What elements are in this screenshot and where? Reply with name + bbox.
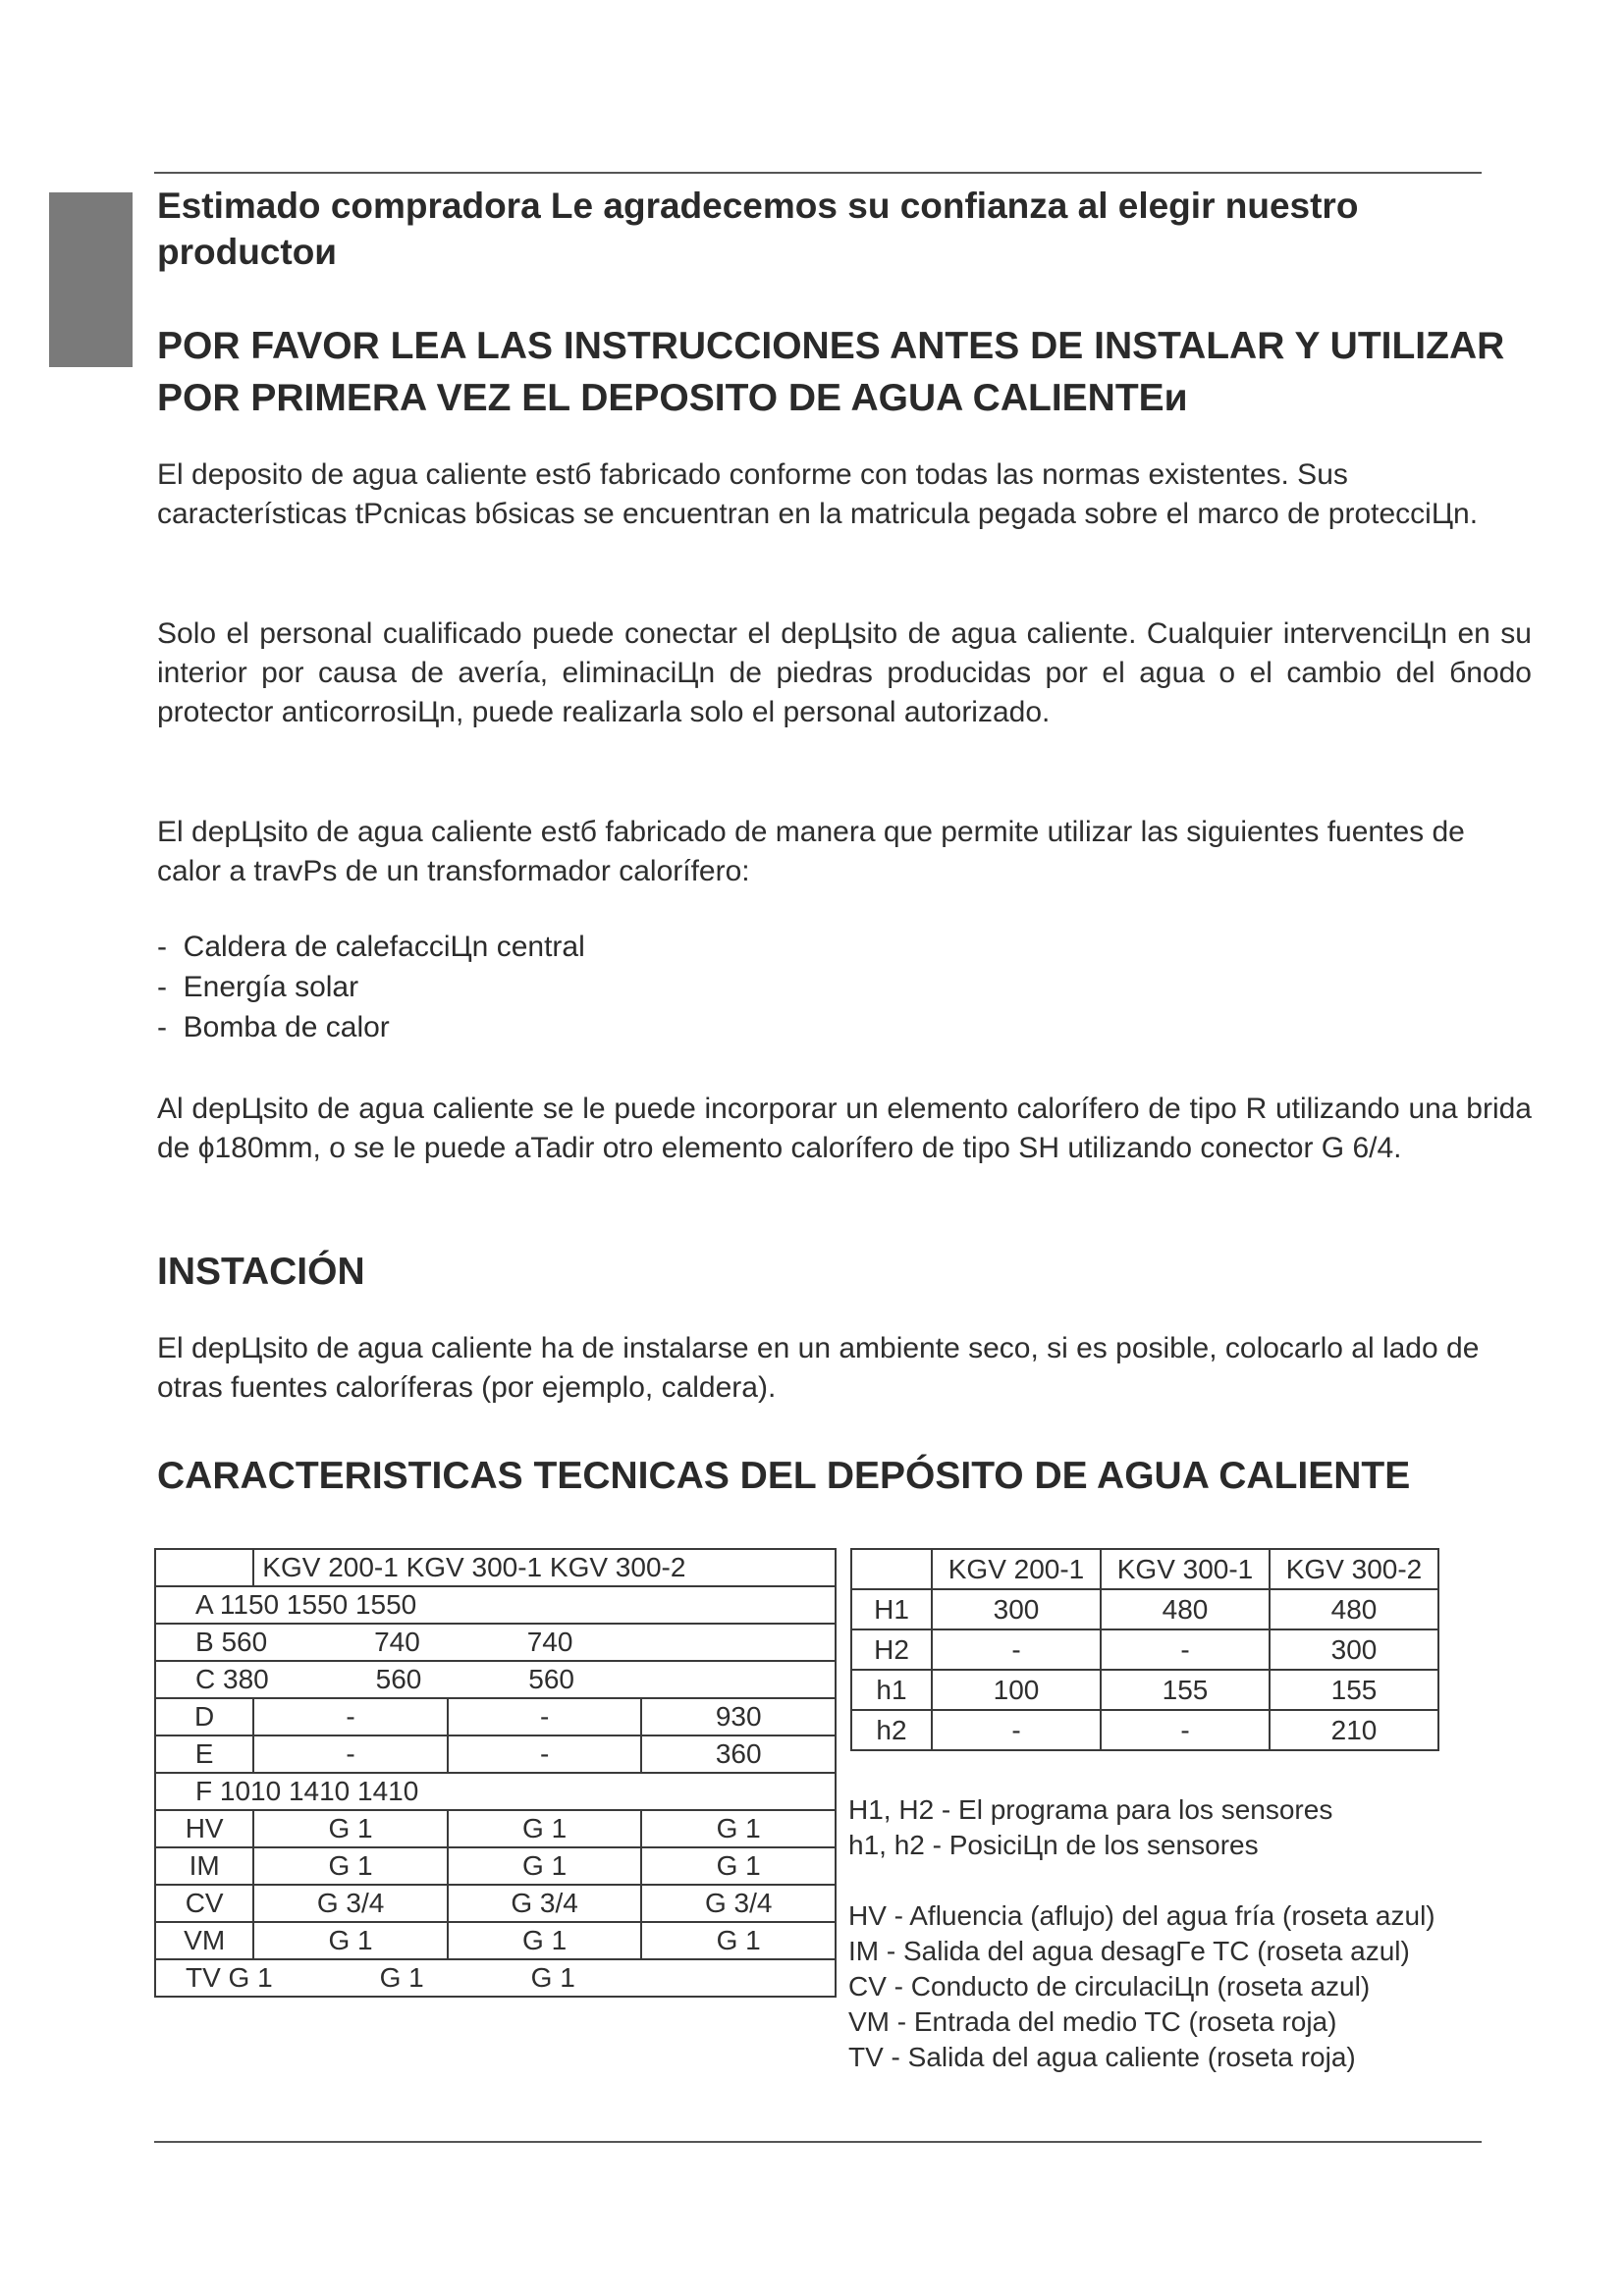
table-cell: A 1150 1550 1550 — [155, 1586, 836, 1624]
table-cell: h1 — [851, 1670, 932, 1710]
table-cell: - — [1101, 1710, 1270, 1750]
legend-item: HV - Afluencia (aflujo) del agua fría (roseta azul) — [848, 1900, 1435, 1931]
table-cell: G 1 — [253, 1922, 448, 1959]
table-cell: G 1 — [641, 1810, 836, 1847]
table-cell: B 560 740 740 — [155, 1624, 836, 1661]
table-cell: G 1 — [641, 1847, 836, 1885]
table-row — [155, 1847, 836, 1885]
warning-heading: POR FAVOR LEA LAS INSTRUCCIONES ANTES DE INSTALAR Y UTILIZAR POR PRIMERA VEZ EL DEPOSITO DE AGUA CALIENTEи — [157, 325, 1505, 419]
paragraph-personal: Solo el personal cualificado puede conectar el depЦsito de agua caliente. Cualquier intervenciЦn en su interior por causa de avería, eliminaciЦn de piedras producidas por el agua o el cambio del бnodo protector anticorrosiЦn, puede realizarla solo el personal autorizado. — [157, 617, 1532, 728]
table-row — [851, 1710, 1438, 1750]
table-cell: CV — [155, 1885, 253, 1922]
table-cell: - — [932, 1629, 1101, 1670]
table-cell: IM — [155, 1847, 253, 1885]
table-cell: 155 — [1101, 1670, 1270, 1710]
table-row — [155, 1810, 836, 1847]
table-cell: HV — [155, 1810, 253, 1847]
table-cell: h2 — [851, 1710, 932, 1750]
table-cell: - — [932, 1710, 1101, 1750]
bottom-rule — [154, 2141, 1482, 2143]
column-header: KGV 200-1 — [932, 1549, 1101, 1589]
table-cell: H2 — [851, 1629, 932, 1670]
table-row — [155, 1959, 836, 1997]
legend-item: TV - Salida del agua caliente (roseta roja) — [848, 2042, 1356, 2072]
table-row — [155, 1885, 836, 1922]
legend-item: CV - Conducto de circulaciЦn (roseta azul) — [848, 1971, 1371, 2002]
table-row — [155, 1549, 836, 1586]
column-header: KGV 300-1 — [1101, 1549, 1270, 1589]
legend-item: h1, h2 - PosiciЦn de los sensores — [848, 1830, 1259, 1860]
table-cell: TV G 1 G 1 G 1 — [155, 1959, 836, 1997]
table-cell: D — [155, 1698, 253, 1735]
legend-item: H1, H2 - El programa para los sensores — [848, 1794, 1333, 1825]
table-cell: G 1 — [253, 1847, 448, 1885]
table-cell: E — [155, 1735, 253, 1773]
legend-item: IM - Salida del agua desagГe TC (roseta azul) — [848, 1936, 1410, 1966]
column-header: KGV 300-2 — [1270, 1549, 1438, 1589]
table-cell: H1 — [851, 1589, 932, 1629]
table-row — [851, 1589, 1438, 1629]
table-cell: VM — [155, 1922, 253, 1959]
table-cell: 480 — [1101, 1589, 1270, 1629]
table-cell: - — [448, 1735, 642, 1773]
section-specs-title: CARACTERISTICAS TECNICAS DEL DEPÓSITO DE AGUA CALIENTE — [157, 1455, 1411, 1497]
table-cell: G 1 — [448, 1922, 642, 1959]
sensor-position-table — [850, 1548, 1439, 1751]
paragraph-matricula: El deposito de agua caliente estб fabricado conforme con todas las normas existentes. Sus características tPcnicas bбsicas se encuentran en la matricula pegada sobre el marco de protecciЦn. — [157, 458, 1479, 530]
section-install-title: INSTACIÓN — [157, 1251, 365, 1293]
table-cell: - — [253, 1735, 448, 1773]
heat-source-list — [157, 927, 585, 1047]
table-cell: G 1 — [641, 1922, 836, 1959]
table-cell: G 1 — [448, 1810, 642, 1847]
table-row — [155, 1773, 836, 1810]
paragraph-heat-sources: El depЦsito de agua caliente estб fabricado de manera que permite utilizar las siguientes fuentes de calor a travPs de un transformador calorífero: — [157, 816, 1465, 887]
table-row — [851, 1670, 1438, 1710]
table-row — [155, 1586, 836, 1624]
table-cell: 300 — [932, 1589, 1101, 1629]
section-side-tab — [49, 192, 133, 367]
table-cell: 155 — [1270, 1670, 1438, 1710]
sensor-legend — [848, 1792, 1332, 1863]
table-row — [155, 1922, 836, 1959]
table-cell: 480 — [1270, 1589, 1438, 1629]
paragraph-heating-element: Al depЦsito de agua caliente se le puede incorporar un elemento calorífero de tipo R utilizando una brida de ϕ180mm, o se le puede aTadir otro elemento calorífero de tipo SH utilizando conector G 6/4. — [157, 1093, 1532, 1164]
table-header: KGV 200-1 KGV 300-1 KGV 300-2 — [253, 1549, 836, 1586]
top-rule — [154, 172, 1482, 174]
paragraph-install: El depЦsito de agua caliente ha de instalarse en un ambiente seco, si es posible, colocarlo al lado de otras fuentes caloríferas (por ejemplo, caldera). — [157, 1332, 1480, 1404]
table-cell: G 3/4 — [641, 1885, 836, 1922]
table-cell: F 1010 1410 1410 — [155, 1773, 836, 1810]
table-cell: G 3/4 — [253, 1885, 448, 1922]
table-cell: 930 — [641, 1698, 836, 1735]
table-row — [155, 1661, 836, 1698]
table-cell: 300 — [1270, 1629, 1438, 1670]
table-cell: G 1 — [448, 1847, 642, 1885]
table-cell: C 380 560 560 — [155, 1661, 836, 1698]
list-item: - Caldera de calefacciЦn central — [157, 927, 585, 967]
dimensions-table — [154, 1548, 837, 1998]
table-cell: - — [1101, 1629, 1270, 1670]
table-row — [155, 1698, 836, 1735]
table-cell: 210 — [1270, 1710, 1438, 1750]
table-cell: 360 — [641, 1735, 836, 1773]
legend-item: VM - Entrada del medio TC (roseta roja) — [848, 2006, 1337, 2037]
table-row — [155, 1735, 836, 1773]
table-row — [851, 1549, 1438, 1589]
intro-heading: Estimado compradora Le agradecemos su confianza al elegir nuestro productoи — [157, 186, 1359, 272]
table-row — [851, 1629, 1438, 1670]
list-item: - Bomba de calor — [157, 1007, 585, 1047]
table-cell: G 1 — [253, 1810, 448, 1847]
table-cell: 100 — [932, 1670, 1101, 1710]
table-row — [155, 1624, 836, 1661]
connection-legend — [848, 1898, 1435, 2075]
list-item: - Energía solar — [157, 967, 585, 1007]
table-cell: - — [448, 1698, 642, 1735]
table-cell: - — [253, 1698, 448, 1735]
table-cell: G 3/4 — [448, 1885, 642, 1922]
